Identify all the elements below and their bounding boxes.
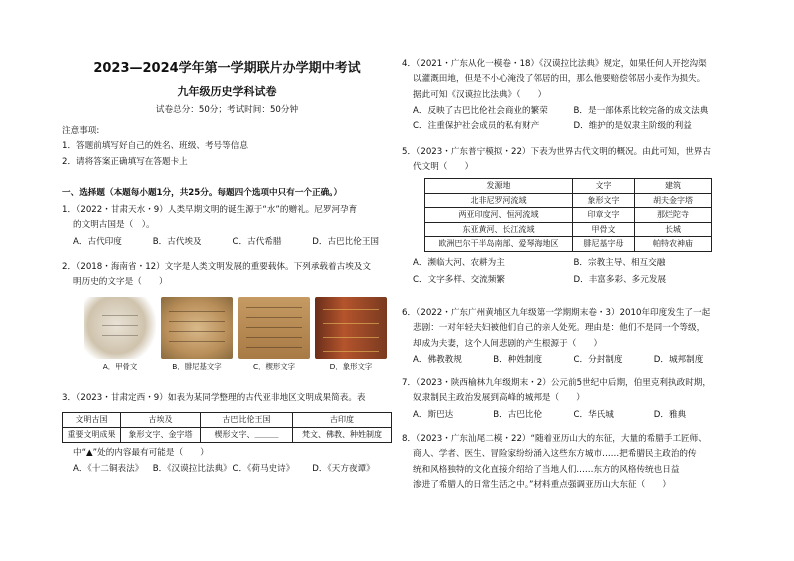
table-cell: 长城 xyxy=(635,222,712,237)
q6-stem-line1: 6．（2022・广东广州黄埔区九年级第一学期期末卷・3）2010年印度发生了一起 xyxy=(402,308,711,318)
table-row xyxy=(425,237,712,252)
table-cell: 北非尼罗河流域 xyxy=(425,193,573,208)
table-cell: 梵文、佛教、种姓制度 xyxy=(293,428,392,443)
oracle-bone-image xyxy=(84,297,156,359)
q8-stem-line3: 统和风格独特的文化直接介绍给了当地人们……东方的风格传统也日益 xyxy=(413,464,680,475)
table-cell: 古印度 xyxy=(293,413,392,428)
table-row xyxy=(63,413,392,428)
q3-stem-line2: 中“▲”处的内容最有可能是（ ） xyxy=(73,447,209,458)
notice-item-2: 2．请将答案正确填写在答题卡上 xyxy=(62,156,188,167)
q5-option-d[interactable]: D．丰富多彩、多元发展 xyxy=(573,275,667,286)
q4-option-a[interactable]: A．反映了古巴比伦社会商业的繁荣 xyxy=(413,106,548,117)
table-cell: 古巴比伦王国 xyxy=(201,413,293,428)
table-cell: 建筑 xyxy=(635,178,712,193)
q1-option-a[interactable]: A．古代印度 xyxy=(73,236,122,247)
table-cell: 那烂陀寺 xyxy=(635,208,712,223)
q3-table xyxy=(62,412,392,442)
q1-stem-line2: 的文明古国是（ ）。 xyxy=(73,220,155,231)
q6-stem-line3: 却成为夫妻，这个人间悲剧的产生根源于（ ） xyxy=(413,338,603,349)
q2-option-b[interactable]: B．腓尼基文字 xyxy=(172,361,222,371)
q6-option-a[interactable]: A．佛教教规 xyxy=(413,355,462,366)
table-cell: 腓尼基字母 xyxy=(573,237,635,252)
table-cell: 古埃及 xyxy=(121,413,201,428)
q3-option-d[interactable]: D．《天方夜谭》 xyxy=(312,464,375,475)
table-row xyxy=(425,178,712,193)
q7-options xyxy=(402,409,734,421)
q5-option-a[interactable]: A．濒临大河、农耕为主 xyxy=(413,257,505,268)
q7-stem-line2: 奴隶制民主政治发展到高峰的城邦是（ ） xyxy=(413,393,585,404)
q2-option-c[interactable]: C．楔形文字 xyxy=(252,361,296,371)
q6-option-b[interactable]: B．种姓制度 xyxy=(493,355,543,366)
q7-option-d[interactable]: D．雅典 xyxy=(653,409,687,420)
question-7 xyxy=(402,377,734,421)
table-cell: 东亚黄河、长江流域 xyxy=(425,222,573,237)
table-cell: 甲骨文 xyxy=(573,222,635,237)
question-4 xyxy=(402,58,734,132)
q4-stem-line1: 4．（2021・广东从化一模卷・18）《汉谟拉比法典》规定，如果任何人开挖沟渠 xyxy=(402,59,707,69)
q1-options xyxy=(62,236,392,248)
table-row xyxy=(425,208,712,223)
q2-option-a[interactable]: A．甲骨文 xyxy=(102,361,138,371)
q8-stem-line4: 渗进了希腊人的日常生活之中。”材料重点强调亚历山大东征（ ） xyxy=(413,480,671,491)
question-8 xyxy=(402,433,734,492)
q2-image-row xyxy=(62,297,392,359)
phoenician-tablet-image xyxy=(161,297,233,359)
q4-stem-line3: 据此可知《汉谟拉比法典》（ ） xyxy=(413,89,547,100)
table-cell: 帕特农神庙 xyxy=(635,237,712,252)
cuneiform-tablet-image xyxy=(238,297,310,359)
q5-option-c[interactable]: C．文字多样、交流频繁 xyxy=(413,275,505,286)
table-cell: 文字 xyxy=(573,178,635,193)
q1-option-c[interactable]: C．古代希腊 xyxy=(232,236,282,247)
table-cell: 两亚印度河、恒河流域 xyxy=(425,208,573,223)
exam-subtitle: 九年级历史学科试卷 xyxy=(177,85,277,98)
question-1 xyxy=(62,204,392,248)
table-row xyxy=(425,193,712,208)
q4-options xyxy=(402,105,734,132)
q7-stem-line1: 7．（2023・陕西榆林九年级期末・2）公元前5世纪中后期，伯里克利执政时期， xyxy=(402,378,711,388)
q6-option-d[interactable]: D．城邦制度 xyxy=(653,355,704,366)
q8-stem-line1: 8．（2023・广东汕尾二模・22）“随着亚历山大的东征，大量的希腊手工匠师、 xyxy=(402,434,707,444)
q3-stem-line1: 3．（2023・甘肃定西・9）如表为某同学整理的古代亚非地区文明成果简表。表 xyxy=(62,393,366,403)
q8-stem-line2: 商人、学者、医生、冒险家纷纷涌入这些东方城市……把希腊民主政治的传 xyxy=(413,449,697,460)
notice-block xyxy=(62,125,392,168)
q4-option-d[interactable]: D．维护的是奴隶主阶级的利益 xyxy=(573,120,692,131)
question-5 xyxy=(402,146,734,287)
q2-stem-line2: 明历史的文字是（ ） xyxy=(73,277,168,288)
q6-options xyxy=(402,354,734,366)
table-cell: 文明古国 xyxy=(63,413,121,428)
q4-option-b[interactable]: B．是一部体系比较完备的成文法典 xyxy=(573,106,709,117)
q5-stem-line2: 代文明（ ） xyxy=(413,162,474,173)
q5-options xyxy=(402,257,734,287)
table-row xyxy=(63,428,392,443)
table-row xyxy=(425,222,712,237)
table-cell: 象形文字 xyxy=(573,193,635,208)
q3-option-a[interactable]: A．《十二铜表法》 xyxy=(73,464,144,475)
notice-heading: 注意事项: xyxy=(62,126,100,136)
table-cell: 楔形文字、＿＿＿ xyxy=(201,428,293,443)
q2-stem-line1: 2．（2018・海南省・12）文字是人类文明发展的重要载体。下列承载着古埃及文 xyxy=(62,262,371,272)
hieroglyph-image xyxy=(315,297,387,359)
q1-option-d[interactable]: D．古巴比伦王国 xyxy=(312,236,380,247)
question-3 xyxy=(62,392,392,476)
q1-stem-line1: 1．（2022・甘肃天水・9）人类早期文明的诞生源于“水”的赠礼。尼罗河孕育 xyxy=(62,205,358,215)
q7-option-b[interactable]: B．古巴比伦 xyxy=(493,409,543,420)
q3-option-c[interactable]: C．《荷马史诗》 xyxy=(232,464,295,475)
q3-options xyxy=(62,463,392,475)
q5-option-b[interactable]: B．宗教主导、相互交融 xyxy=(573,257,666,268)
q6-stem-line2: 悲剧：一对年轻夫妇被他们自己的亲人处死。理由是：他们不是同一个等级， xyxy=(413,323,706,334)
table-cell: 重要文明成果 xyxy=(63,428,121,443)
exam-title: 2023—2024学年第一学期联片办学期中考试 xyxy=(93,61,361,76)
q2-captions xyxy=(62,362,392,373)
table-cell: 印章文字 xyxy=(573,208,635,223)
question-6 xyxy=(402,307,734,367)
q4-option-c[interactable]: C．注重保护社会成员的私有财产 xyxy=(413,120,540,131)
exam-meta: 试卷总分：50分；考试时间：50分钟 xyxy=(155,105,299,115)
q7-option-c[interactable]: C．华氏城 xyxy=(573,409,614,420)
q5-stem-line1: 5．（2023・广东普宁模拟・22）下表为世界古代文明的概况。由此可知，世界古 xyxy=(402,147,711,157)
q2-option-d[interactable]: D．象形文字 xyxy=(329,361,373,371)
q7-option-a[interactable]: A．斯巴达 xyxy=(413,409,454,420)
table-cell: 胡夫金字塔 xyxy=(635,193,712,208)
q4-stem-line2: 以灌溉田地，但是不小心淹没了邻居的田，那么他要赔偿邻居小麦作为损失。 xyxy=(413,74,706,85)
table-cell: 欧洲巴尔干半岛南部、爱琴海地区 xyxy=(425,237,573,252)
q6-option-c[interactable]: C．分封制度 xyxy=(573,355,623,366)
q3-option-b[interactable]: B．《汉谟拉比法典》 xyxy=(152,464,232,475)
notice-item-1: 1．答题前填写好自己的姓名、班级、考号等信息 xyxy=(62,141,248,152)
q5-table xyxy=(424,178,712,252)
table-cell: 象形文字、金字塔 xyxy=(121,428,201,443)
question-2 xyxy=(62,261,392,373)
section-heading: 一、选择题（本题每小题1分，共25分。每题四个选项中只有一个正确。） xyxy=(62,188,343,198)
q1-option-b[interactable]: B．古代埃及 xyxy=(152,236,202,247)
table-cell: 发源地 xyxy=(425,178,573,193)
